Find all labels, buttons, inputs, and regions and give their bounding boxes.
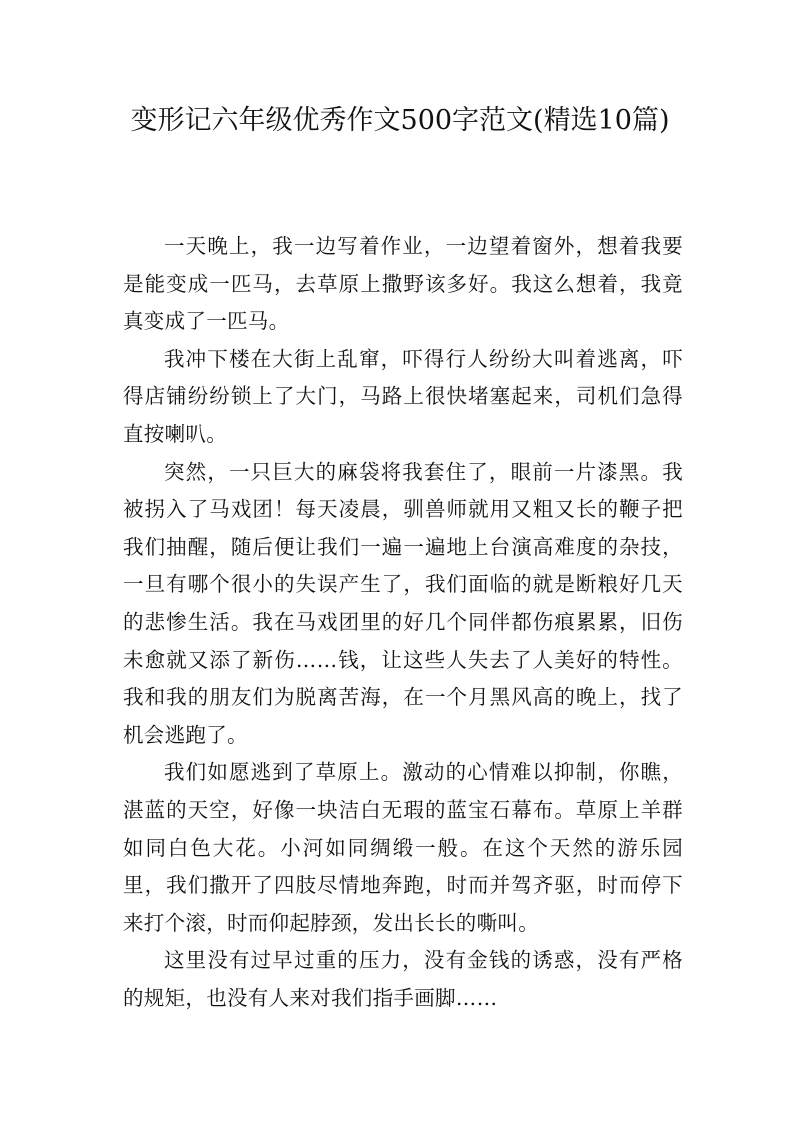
document-title: 变形记六年级优秀作文500字范文(精选10篇) (130, 105, 670, 136)
paragraph: 我们如愿逃到了草原上。激动的心情难以抑制，你瞧，湛蓝的天空，好像一块洁白无瑕的蓝宝石幕布。草原上羊群如同白色大花。小河如同绸缎一般。在这个天然的游乐园里，我们撒开了四肢尽情地奔跑，时而并驾齐驱，时而停下来打个滚，时而仰起脖颈，发出长长的嘶叫。 (123, 760, 683, 935)
paragraph: 我冲下楼在大街上乱窜，吓得行人纷纷大叫着逃离，吓得店铺纷纷锁上了大门，马路上很快堵塞起来，司机们急得直按喇叭。 (123, 346, 683, 446)
paragraph: 一天晚上，我一边写着作业，一边望着窗外，想着我要是能变成一匹马，去草原上撒野该多好。我这么想着，我竟真变成了一匹马。 (123, 234, 683, 334)
document-body (123, 228, 683, 1017)
paragraph: 突然，一只巨大的麻袋将我套住了，眼前一片漆黑。我被拐入了马戏团！每天凌晨，驯兽师就用又粗又长的鞭子把我们抽醒，随后便让我们一遍一遍地上台演高难度的杂技，一旦有哪个很小的失误产生了，我们面临的就是断粮好几天的悲惨生活。我在马戏团里的好几个同伴都伤痕累累，旧伤未愈就又添了新伤……钱，让这些人失去了人美好的特性。我和我的朋友们为脱离苦海，在一个月黑风高的晚上，找了机会逃跑了。 (123, 459, 683, 747)
paragraph: 这里没有过早过重的压力，没有金钱的诱惑，没有严格的规矩，也没有人来对我们指手画脚…… (123, 948, 683, 1010)
